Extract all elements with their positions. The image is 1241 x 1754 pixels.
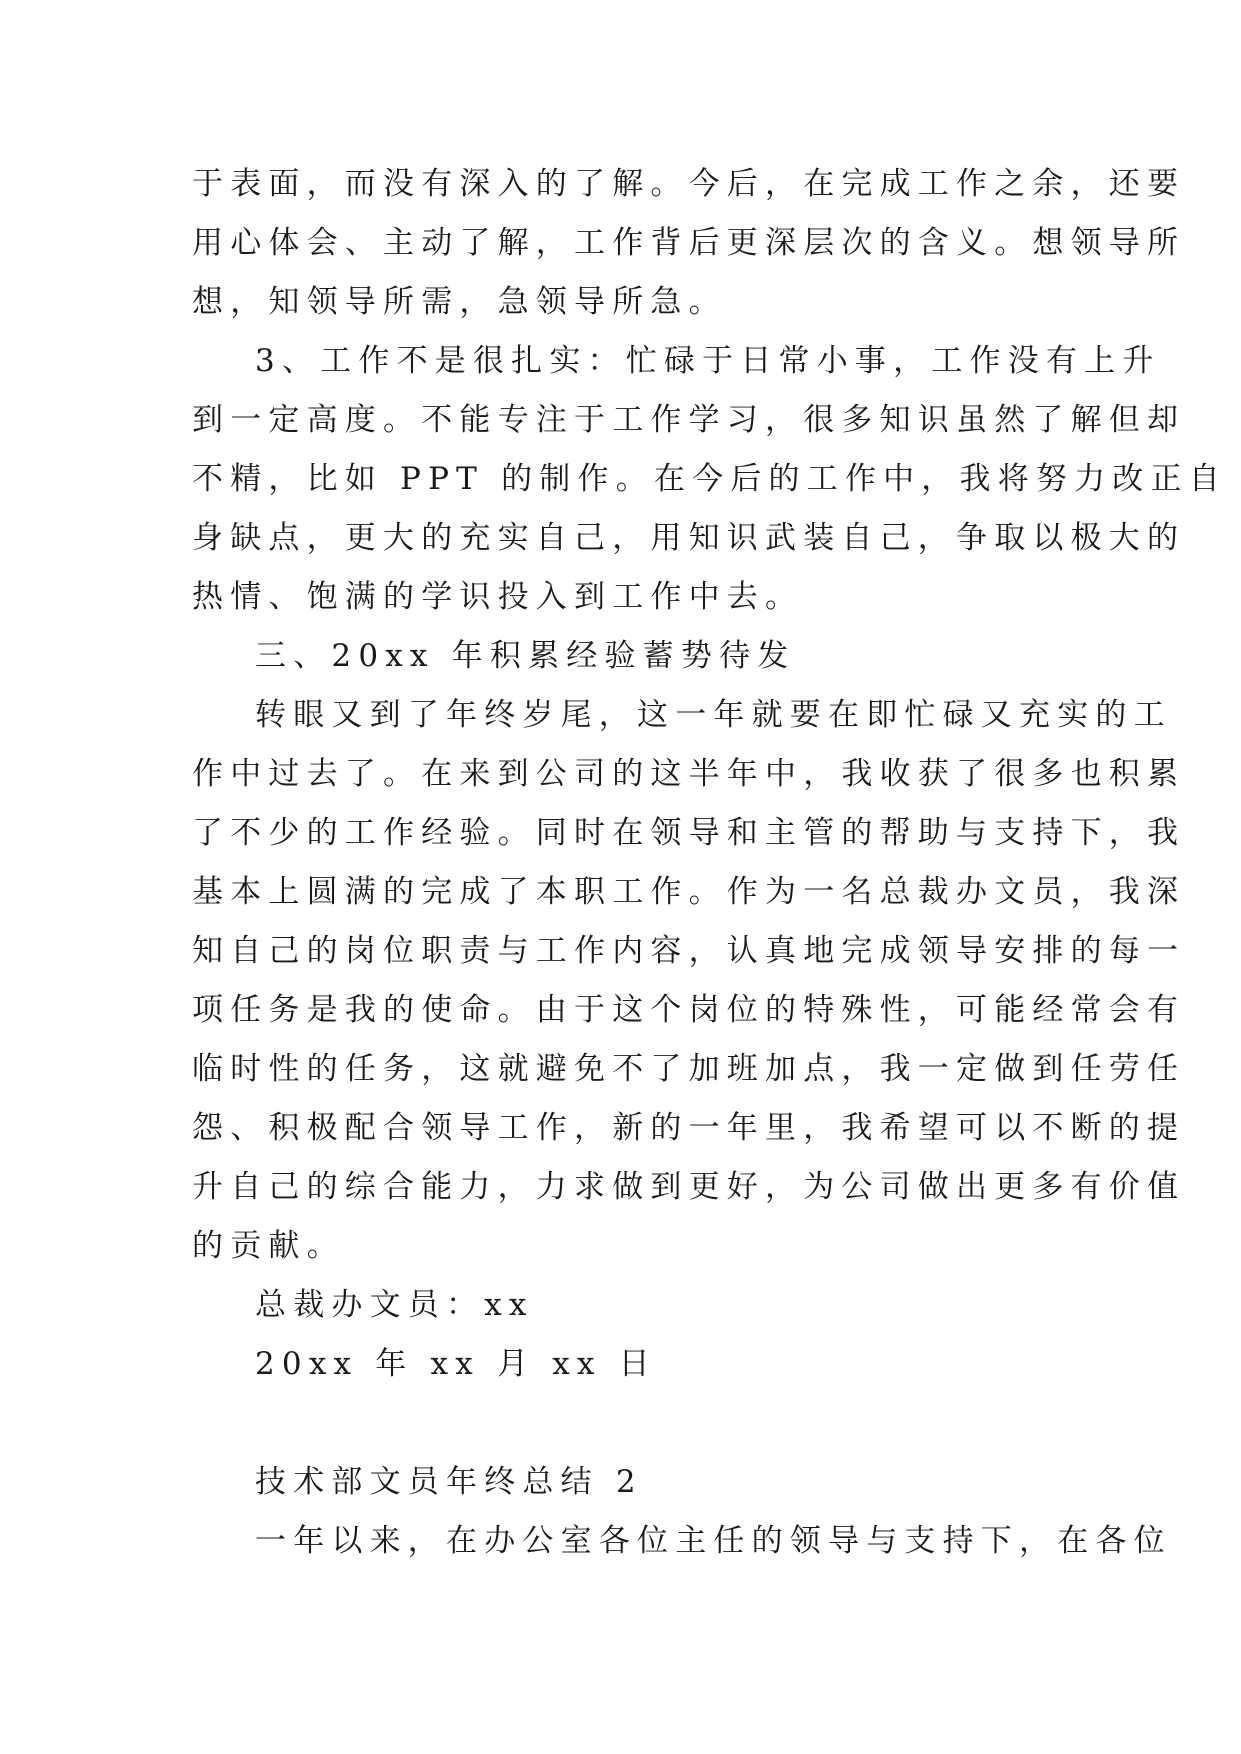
- paragraph-line: 的贡献。: [192, 1228, 345, 1264]
- paragraph-line: 知自己的岗位职责与工作内容，认真地完成领导安排的每一: [192, 933, 1186, 969]
- paragraph-line: 转眼又到了年终岁尾，这一年就要在即忙碌又充实的工: [255, 697, 1172, 733]
- paragraph-line: 身缺点，更大的充实自己，用知识武装自己，争取以极大的: [192, 520, 1186, 556]
- paragraph-line: 怨、积极配合领导工作，新的一年里，我希望可以不断的提: [192, 1110, 1186, 1146]
- paragraph-line: 想，知领导所需，急领导所急。: [192, 284, 727, 320]
- section-heading: 三、20xx 年积累经验蓄势待发: [255, 638, 796, 674]
- paragraph-line: 项任务是我的使命。由于这个岗位的特殊性，可能经常会有: [192, 992, 1186, 1028]
- paragraph-line: 不精，比如 PPT 的制作。在今后的工作中，我将努力改正自: [192, 461, 1227, 497]
- paragraph-line: 基本上圆满的完成了本职工作。作为一名总裁办文员，我深: [192, 874, 1186, 910]
- paragraph-line: 一年以来，在办公室各位主任的领导与支持下，在各位: [255, 1523, 1172, 1559]
- signature-line: 总裁办文员：xx: [255, 1287, 534, 1323]
- paragraph-line: 到一定高度。不能专注于工作学习，很多知识虽然了解但却: [192, 402, 1186, 438]
- document-title: 技术部文员年终总结 2: [255, 1464, 643, 1500]
- paragraph-line: 热情、饱满的学识投入到工作中去。: [192, 579, 804, 615]
- paragraph-line: 3、工作不是很扎实：忙碌于日常小事，工作没有上升: [255, 343, 1161, 379]
- paragraph-line: 了不少的工作经验。同时在领导和主管的帮助与支持下，我: [192, 815, 1186, 851]
- paragraph-line: 于表面，而没有深入的了解。今后，在完成工作之余，还要: [192, 166, 1186, 202]
- paragraph-line: 升自己的综合能力，力求做到更好，为公司做出更多有价值: [192, 1169, 1186, 1205]
- date-line: 20xx 年 xx 月 xx 日: [255, 1346, 657, 1382]
- paragraph-line: 临时性的任务，这就避免不了加班加点，我一定做到任劳任: [192, 1051, 1186, 1087]
- paragraph-line: 用心体会、主动了解，工作背后更深层次的含义。想领导所: [192, 225, 1186, 261]
- paragraph-line: 作中过去了。在来到公司的这半年中，我收获了很多也积累: [192, 756, 1186, 792]
